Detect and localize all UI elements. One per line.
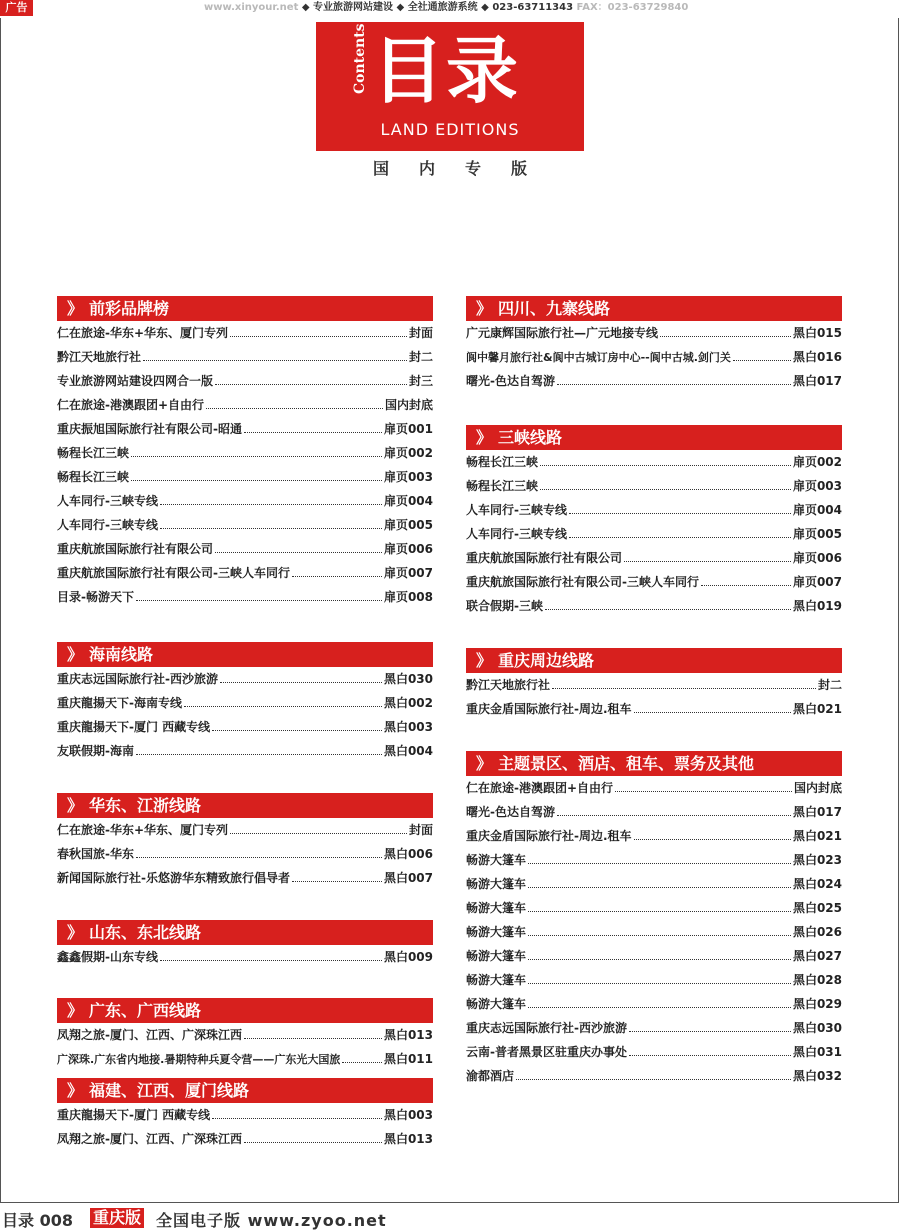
toc-entry[interactable]: [57, 739, 433, 763]
dot-leader: [212, 1118, 382, 1119]
dot-leader: [569, 513, 791, 514]
double-chevron-icon: 》: [476, 428, 493, 447]
entry-page: 扉页007: [792, 575, 842, 589]
entry-name: 重庆航旅国际旅行社有限公司: [466, 551, 623, 565]
entry-name: 畅程长江三峡: [57, 470, 130, 484]
dot-leader: [230, 336, 407, 337]
toc-entry[interactable]: [466, 1040, 842, 1064]
entry-name: 人车同行-三峡专线: [466, 527, 567, 541]
dot-leader: [160, 528, 382, 529]
section-header: [57, 793, 433, 818]
entry-page: 黑白021: [792, 829, 842, 843]
entry-page: 黑白017: [792, 805, 842, 819]
dot-leader: [244, 1142, 382, 1143]
entry-name: 畅游大篷车: [466, 949, 527, 963]
toc-entry[interactable]: [57, 842, 433, 866]
entry-page: 黑白007: [383, 871, 433, 885]
entry-page: 封面: [408, 326, 433, 340]
section-hainan: [57, 642, 433, 763]
dot-leader: [552, 688, 816, 689]
toc-entry[interactable]: [57, 345, 433, 369]
entry-name: 畅游大篷车: [466, 973, 527, 987]
dot-leader: [184, 706, 382, 707]
toc-entry[interactable]: [466, 594, 842, 618]
entry-name: 畅程长江三峡: [57, 446, 130, 460]
entry-name: 仁在旅途-华东+华东、厦门专列: [57, 823, 229, 837]
dot-leader: [528, 911, 791, 912]
section-sichuan: [466, 296, 842, 393]
toc-entry[interactable]: [57, 561, 433, 585]
ad-text-system: ◆ 全社通旅游系统: [396, 2, 478, 13]
section-title: 海南线路: [89, 645, 154, 664]
entry-list: [57, 1023, 433, 1071]
section-title: 前彩品牌榜: [89, 299, 170, 318]
entry-name: 仁在旅途-港澳跟团+自由行: [466, 781, 614, 795]
toc-entry[interactable]: [57, 585, 433, 609]
entry-page: 黑白019: [792, 599, 842, 613]
entry-page: 封面: [408, 823, 433, 837]
entry-name: 凤翔之旅-厦门、江西、广深珠江西: [57, 1132, 242, 1146]
entry-name: 凤翔之旅-厦门、江西、广深珠江西: [57, 1028, 242, 1042]
dot-leader: [528, 1007, 791, 1008]
entry-page: 黑白016: [792, 350, 842, 364]
entry-name: 仁在旅途-港澳跟团+自由行: [57, 398, 205, 412]
dot-leader: [215, 552, 382, 553]
entry-page: 黑白004: [383, 744, 433, 758]
entry-page: 扉页003: [383, 470, 433, 484]
dot-leader: [136, 600, 382, 601]
entry-list: [57, 1103, 433, 1151]
section-title: 重庆周边线路: [498, 651, 595, 670]
entry-page: 黑白013: [383, 1028, 433, 1042]
entry-page: 扉页001: [383, 422, 433, 436]
footer-national-edition[interactable]: 全国电子版 www.zyoo.net: [156, 1211, 387, 1230]
dot-leader: [540, 465, 791, 466]
dot-leader: [701, 585, 791, 586]
entry-name: 畅程长江三峡: [466, 455, 539, 469]
entry-page: 黑白017: [792, 374, 842, 388]
dot-leader: [660, 336, 791, 337]
dot-leader: [206, 408, 383, 409]
ad-tag: 广告: [0, 0, 33, 16]
toc-entry[interactable]: [466, 968, 842, 992]
entry-list: [57, 667, 433, 763]
double-chevron-icon: 》: [67, 1001, 84, 1020]
toc-entry[interactable]: [466, 848, 842, 872]
entry-page: 黑白025: [792, 901, 842, 915]
entry-name: 广深珠.广东省内地接.暑期特种兵夏令营——广东光大国旅: [57, 1053, 341, 1066]
section-guangdong: [57, 998, 433, 1071]
toc-entry[interactable]: [57, 465, 433, 489]
entry-page: 扉页007: [383, 566, 433, 580]
entry-name: 春秋国旅-华东: [57, 847, 134, 861]
toc-entry[interactable]: [466, 321, 842, 345]
dot-leader: [230, 833, 407, 834]
dot-leader: [160, 960, 382, 961]
dot-leader: [215, 384, 407, 385]
dot-leader: [624, 561, 791, 562]
section-theme: [466, 751, 842, 1088]
double-chevron-icon: 》: [67, 299, 84, 318]
entry-page: 黑白028: [792, 973, 842, 987]
entry-name: 黔江天地旅行社: [466, 678, 551, 692]
entry-name: 目录-畅游天下: [57, 590, 134, 604]
entry-name: 联合假期-三峡: [466, 599, 543, 613]
toc-entry[interactable]: [57, 417, 433, 441]
entry-name: 曙光-色达自驾游: [466, 374, 555, 388]
footer-edition-badge: 重庆版: [90, 1208, 144, 1228]
toc-entry[interactable]: [57, 1023, 433, 1047]
entry-page: 扉页006: [383, 542, 433, 556]
entry-list: [57, 945, 433, 969]
entry-name: 畅游大篷车: [466, 997, 527, 1011]
section-header: [57, 998, 433, 1023]
toc-entry[interactable]: [57, 537, 433, 561]
entry-name: 畅游大篷车: [466, 877, 527, 891]
dot-leader: [733, 360, 791, 361]
footer: [0, 1207, 900, 1230]
entry-name: 新闻国际旅行社-乐悠游华东精致旅行倡导者: [57, 871, 290, 885]
toc-entry[interactable]: [466, 345, 842, 369]
entry-list: [466, 450, 842, 618]
dot-leader: [540, 489, 791, 490]
top-ad-bar: [0, 0, 900, 18]
entry-page: 扉页005: [792, 527, 842, 541]
entry-name: 重庆航旅国际旅行社有限公司-三峡人车同行: [57, 566, 290, 580]
dot-leader: [212, 730, 382, 731]
toc-entry[interactable]: [466, 546, 842, 570]
toc-entry[interactable]: [57, 667, 433, 691]
section-header: [57, 642, 433, 667]
entry-page: 黑白002: [383, 696, 433, 710]
section-header: [466, 751, 842, 776]
entry-name: 畅程长江三峡: [466, 479, 539, 493]
ad-phone: ◆ 023-63711343: [481, 2, 574, 13]
contents-banner: [316, 22, 584, 151]
toc-entry[interactable]: [466, 1064, 842, 1088]
toc-entry[interactable]: [466, 369, 842, 393]
dot-leader: [160, 504, 382, 505]
section-fujian: [57, 1078, 433, 1151]
toc-entry[interactable]: [57, 1047, 433, 1071]
entry-name: 阆中馨月旅行社&阆中古城订房中心--阆中古城.剑门关: [466, 351, 731, 364]
dot-leader: [569, 537, 791, 538]
entry-name: 友联假期-海南: [57, 744, 134, 758]
toc-entry[interactable]: [57, 866, 433, 890]
entry-page: 黑白030: [383, 672, 433, 686]
entry-page: 黑白027: [792, 949, 842, 963]
entry-name: 重庆振旭国际旅行社有限公司-昭通: [57, 422, 242, 436]
toc-entry[interactable]: [466, 1016, 842, 1040]
entry-page: 扉页004: [792, 503, 842, 517]
dot-leader: [342, 1062, 382, 1063]
toc-entry[interactable]: [466, 697, 842, 721]
entry-page: 扉页003: [792, 479, 842, 493]
dot-leader: [545, 609, 791, 610]
entry-page: 国内封底: [793, 781, 842, 795]
dot-leader: [528, 935, 791, 936]
section-title: 福建、江西、厦门线路: [89, 1081, 250, 1100]
toc-entry[interactable]: [466, 800, 842, 824]
entry-page: 扉页006: [792, 551, 842, 565]
toc-entry[interactable]: [466, 872, 842, 896]
section-header: [57, 296, 433, 321]
entry-page: 黑白026: [792, 925, 842, 939]
entry-page: 黑白031: [792, 1045, 842, 1059]
section-header: [57, 920, 433, 945]
section-header: [466, 425, 842, 450]
dot-leader: [557, 384, 791, 385]
toc-entry[interactable]: [466, 896, 842, 920]
entry-page: 扉页004: [383, 494, 433, 508]
dot-leader: [292, 576, 382, 577]
entry-page: 黑白003: [383, 1108, 433, 1122]
entry-page: 封二: [817, 678, 842, 692]
entry-page: 黑白024: [792, 877, 842, 891]
ad-website[interactable]: www.xinyour.net: [204, 2, 299, 13]
toc-entry[interactable]: [57, 393, 433, 417]
toc-entry[interactable]: [57, 715, 433, 739]
entry-list: [57, 321, 433, 609]
toc-entry[interactable]: [466, 570, 842, 594]
section-header: [466, 648, 842, 673]
dot-leader: [528, 959, 791, 960]
toc-entry[interactable]: [57, 441, 433, 465]
entry-page: 扉页002: [792, 455, 842, 469]
toc-entry[interactable]: [57, 818, 433, 842]
entry-page: 国内封底: [384, 398, 433, 412]
section-title: 华东、江浙线路: [89, 796, 202, 815]
entry-page: 封二: [408, 350, 433, 364]
ad-text-web: ◆ 专业旅游网站建设: [301, 2, 394, 13]
entry-name: 广元康辉国际旅行社—广元地接专线: [466, 326, 659, 340]
section-chongqing: [466, 648, 842, 721]
toc-entry[interactable]: [466, 474, 842, 498]
toc-entry[interactable]: [57, 321, 433, 345]
toc-entry[interactable]: [466, 673, 842, 697]
entry-page: 黑白023: [792, 853, 842, 867]
double-chevron-icon: 》: [67, 645, 84, 664]
double-chevron-icon: 》: [476, 299, 493, 318]
entry-name: 仁在旅途-华东+华东、厦门专列: [57, 326, 229, 340]
toc-entry[interactable]: [57, 489, 433, 513]
section-title: 广东、广西线路: [89, 1001, 202, 1020]
section-brand: [57, 296, 433, 609]
toc-entry[interactable]: [57, 369, 433, 393]
dot-leader: [244, 432, 382, 433]
entry-name: 曙光-色达自驾游: [466, 805, 555, 819]
toc-entry[interactable]: [466, 944, 842, 968]
ad-fax: FAX：023-63729840: [576, 2, 689, 13]
entry-page: 黑白015: [792, 326, 842, 340]
edition-subtitle: 国内专版: [372, 159, 557, 178]
section-huadong: [57, 793, 433, 890]
section-title: 主题景区、酒店、租车、票务及其他: [498, 754, 755, 773]
double-chevron-icon: 》: [67, 923, 84, 942]
toc-entry[interactable]: [466, 920, 842, 944]
dot-leader: [143, 360, 407, 361]
dot-leader: [528, 887, 791, 888]
dot-leader: [136, 857, 382, 858]
entry-page: 黑白032: [792, 1069, 842, 1083]
footer-page-number: 目录 008: [2, 1211, 73, 1230]
entry-name: 重庆志远国际旅行社-西沙旅游: [466, 1021, 627, 1035]
entry-name: 重庆金盾国际旅行社-周边.租车: [466, 702, 632, 716]
entry-name: 重庆龍揚天下-海南专线: [57, 696, 182, 710]
entry-list: [466, 321, 842, 393]
entry-name: 重庆航旅国际旅行社有限公司-三峡人车同行: [466, 575, 699, 589]
section-header: [57, 1078, 433, 1103]
entry-page: 黑白029: [792, 997, 842, 1011]
double-chevron-icon: 》: [476, 651, 493, 670]
entry-page: 扉页002: [383, 446, 433, 460]
entry-page: 黑白030: [792, 1021, 842, 1035]
entry-name: 黔江天地旅行社: [57, 350, 142, 364]
entry-list: [466, 776, 842, 1088]
entry-name: 重庆金盾国际旅行社-周边.租车: [466, 829, 632, 843]
entry-name: 重庆志远国际旅行社-西沙旅游: [57, 672, 218, 686]
toc-entry[interactable]: [466, 824, 842, 848]
double-chevron-icon: 》: [67, 1081, 84, 1100]
toc-entry[interactable]: [466, 522, 842, 546]
dot-leader: [634, 839, 791, 840]
dot-leader: [629, 1055, 791, 1056]
dot-leader: [131, 480, 382, 481]
entry-name: 渝都酒店: [466, 1069, 515, 1083]
section-sanxia: [466, 425, 842, 618]
entry-page: 黑白013: [383, 1132, 433, 1146]
double-chevron-icon: 》: [476, 754, 493, 773]
dot-leader: [528, 983, 791, 984]
entry-page: 黑白006: [383, 847, 433, 861]
banner-subtitle-en: LAND EDITIONS: [380, 120, 520, 139]
dot-leader: [629, 1031, 791, 1032]
dot-leader: [131, 456, 382, 457]
entry-name: 畅游大篷车: [466, 901, 527, 915]
section-header: [466, 296, 842, 321]
page-title: 目录: [372, 29, 521, 113]
dot-leader: [615, 791, 792, 792]
toc-entry[interactable]: [466, 992, 842, 1016]
entry-name: 专业旅游网站建设四网合一版: [57, 374, 214, 388]
entry-page: 黑白009: [383, 950, 433, 964]
dot-leader: [244, 1038, 382, 1039]
section-shandong: [57, 920, 433, 969]
contents-label: Contents: [352, 23, 368, 94]
section-title: 山东、东北线路: [89, 923, 202, 942]
dot-leader: [634, 712, 791, 713]
toc-entry[interactable]: [57, 1127, 433, 1151]
toc-entry[interactable]: [466, 776, 842, 800]
toc-entry[interactable]: [466, 450, 842, 474]
entry-list: [466, 673, 842, 721]
entry-page: 黑白003: [383, 720, 433, 734]
dot-leader: [136, 754, 382, 755]
entry-name: 人车同行-三峡专线: [57, 494, 158, 508]
entry-page: 黑白011: [383, 1052, 433, 1066]
entry-name: 云南-普者黑景区驻重庆办事处: [466, 1045, 627, 1059]
toc-entry[interactable]: [57, 1103, 433, 1127]
entry-name: 重庆龍揚天下-厦门 西藏专线: [57, 720, 211, 734]
dot-leader: [292, 881, 382, 882]
entry-page: 黑白021: [792, 702, 842, 716]
entry-name: 人车同行-三峡专线: [57, 518, 158, 532]
dot-leader: [516, 1079, 791, 1080]
toc-entry[interactable]: [57, 945, 433, 969]
entry-name: 鑫鑫假期-山东专线: [57, 950, 158, 964]
toc-entry[interactable]: [466, 498, 842, 522]
section-title: 四川、九寨线路: [498, 299, 611, 318]
entry-page: 扉页008: [383, 590, 433, 604]
dot-leader: [220, 682, 382, 683]
entry-page: 扉页005: [383, 518, 433, 532]
entry-page: 封三: [408, 374, 433, 388]
entry-name: 重庆航旅国际旅行社有限公司: [57, 542, 214, 556]
entry-name: 畅游大篷车: [466, 853, 527, 867]
toc-entry[interactable]: [57, 691, 433, 715]
double-chevron-icon: 》: [67, 796, 84, 815]
ad-contact-line: [204, 1, 688, 15]
dot-leader: [557, 815, 791, 816]
dot-leader: [528, 863, 791, 864]
entry-name: 人车同行-三峡专线: [466, 503, 567, 517]
entry-name: 重庆龍揚天下-厦门 西藏专线: [57, 1108, 211, 1122]
entry-name: 畅游大篷车: [466, 925, 527, 939]
section-title: 三峡线路: [498, 428, 563, 447]
toc-entry[interactable]: [57, 513, 433, 537]
entry-list: [57, 818, 433, 890]
